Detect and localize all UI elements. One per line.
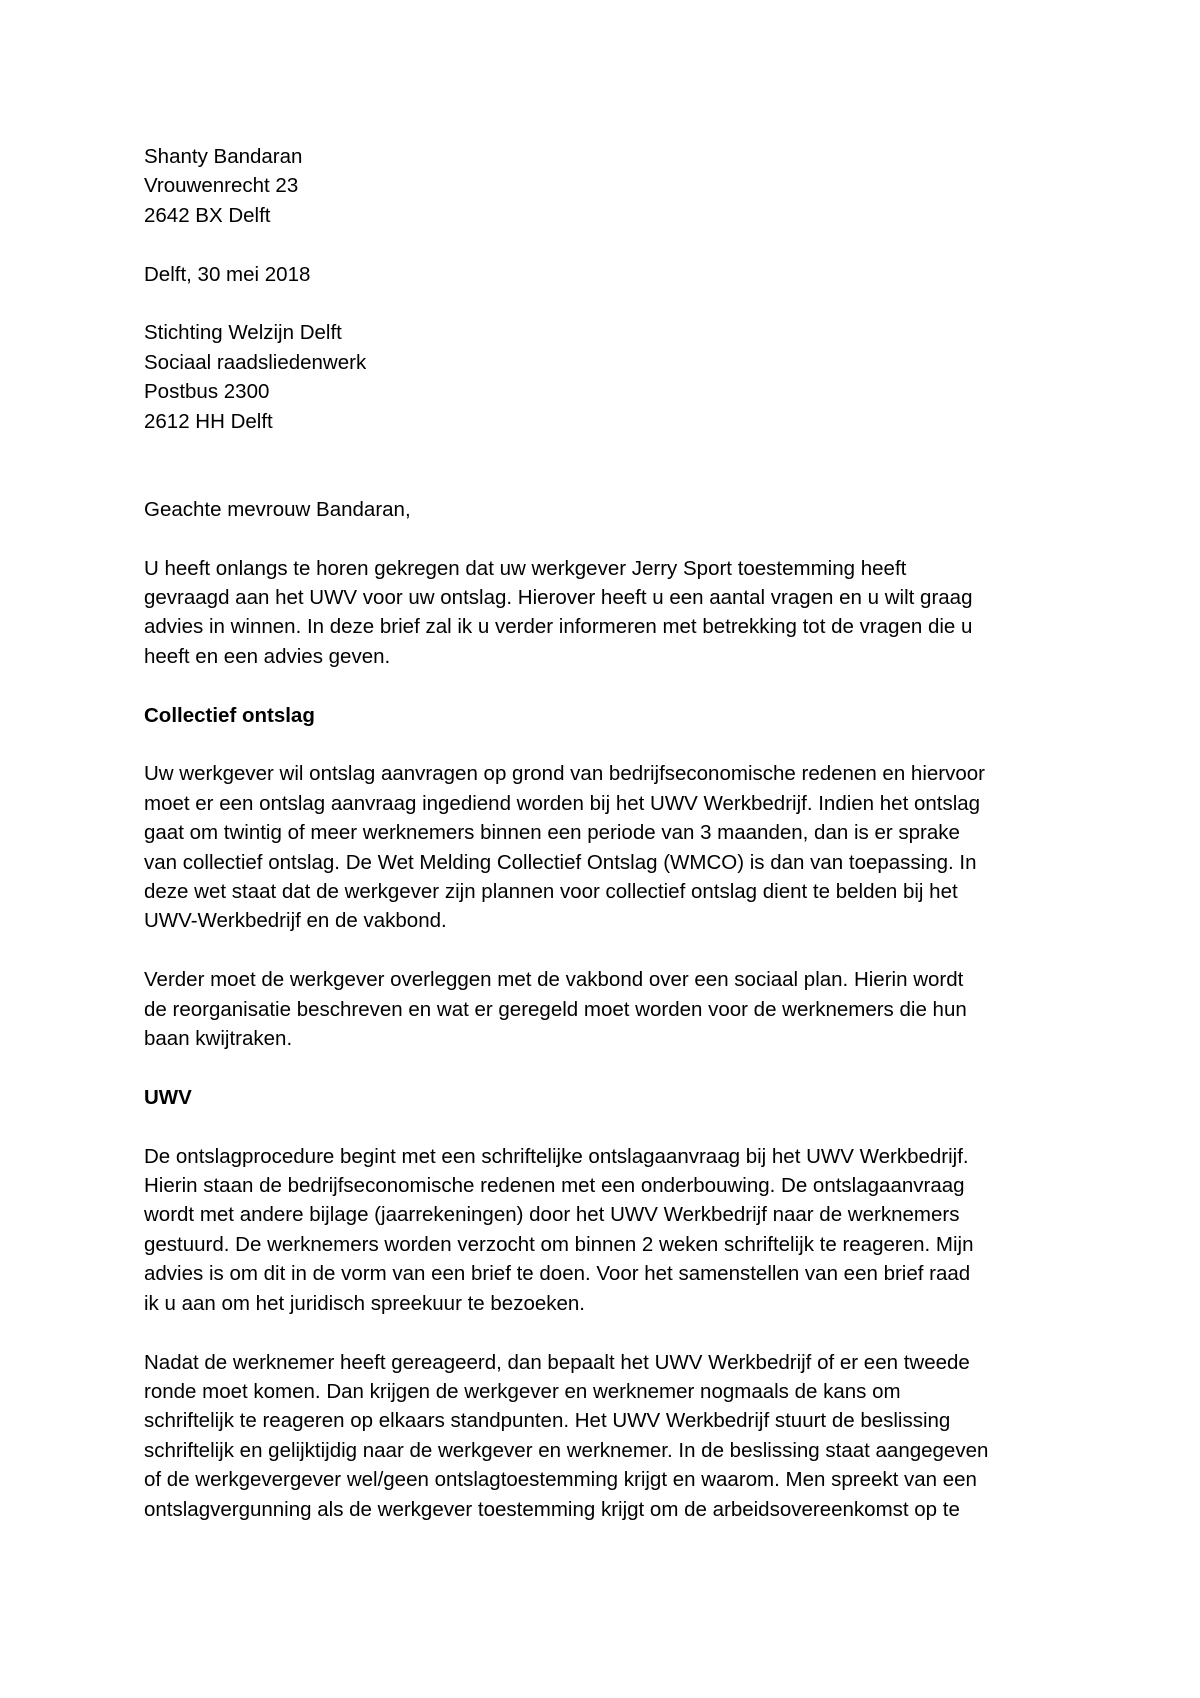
section-heading: UWV (144, 1085, 192, 1109)
paragraph-line: baan kwijtraken. (144, 1027, 293, 1051)
paragraph-line: Nadat de werknemer heeft gereageerd, dan bepaalt het UWV Werkbedrijf of er een tweede (144, 1350, 970, 1374)
intro-paragraph (144, 554, 1064, 672)
paragraph-line: schriftelijk te reageren op elkaars standpunten. Het UWV Werkbedrijf stuurt de beslissing (144, 1409, 951, 1433)
section-paragraph (144, 759, 1064, 935)
paragraph-line: ronde moet komen. Dan krijgen de werkgever en werknemer nogmaals de kans om (144, 1379, 901, 1403)
paragraph-line: advies in winnen. In deze brief zal ik u verder informeren met betrekking tot de vragen die u (144, 615, 973, 639)
recipient-department: Sociaal raadsliedenwerk (144, 350, 367, 374)
spacer (144, 936, 1064, 965)
spacer (144, 289, 1064, 318)
sender-name: Shanty Bandaran (144, 145, 303, 168)
spacer (144, 436, 1064, 495)
spacer (144, 1318, 1064, 1347)
letter-body (144, 142, 1064, 1524)
paragraph-line: moet er een ontslag aanvraag ingediend worden bij het UWV Werkbedrijf. Indien het ontslag (144, 791, 981, 815)
sender-street: Vrouwenrecht 23 (144, 174, 299, 198)
spacer (144, 1053, 1064, 1082)
spacer (144, 730, 1064, 759)
paragraph-line: schriftelijk en gelijktijdig naar de werkgever en werknemer. In de beslissing staat aangegeven (144, 1438, 989, 1462)
paragraph-line: Hierin staan de bedrijfseconomische redenen met een onderbouwing. De ontslagaanvraag (144, 1174, 965, 1198)
sender-postal-city: 2642 BX Delft (144, 203, 271, 227)
paragraph-line: Verder moet de werkgever overleggen met de vakbond over een sociaal plan. Hierin wordt (144, 968, 964, 992)
paragraph-line: gevraagd aan het UWV voor uw ontslag. Hierover heeft u een aantal vragen en u wilt graag (144, 586, 973, 610)
paragraph-line: de reorganisatie beschreven en wat er geregeld moet worden voor de werknemers die hun (144, 997, 967, 1021)
recipient-po-box: Postbus 2300 (144, 380, 270, 404)
paragraph-line: advies is om dit in de vorm van een brief te doen. Voor het samenstellen van een brief raad (144, 1262, 971, 1286)
section-paragraph (144, 1348, 1064, 1524)
paragraph-line: ik u aan om het juridisch spreekuur te bezoeken. (144, 1291, 586, 1315)
recipient-organisation: Stichting Welzijn Delft (144, 321, 342, 345)
paragraph-line: ontslagvergunning als de werkgever toestemming krijgt om de arbeidsovereenkomst op te (144, 1497, 960, 1521)
place-date (144, 260, 1064, 289)
section-paragraph (144, 1142, 1064, 1318)
spacer (144, 671, 1064, 700)
paragraph-line: gaat om twintig of meer werknemers binnen een periode van 3 maanden, dan is er sprake (144, 821, 960, 845)
section-uwv (144, 1083, 1064, 1524)
paragraph-line: U heeft onlangs te horen gekregen dat uw werkgever Jerry Sport toestemming heeft (144, 556, 907, 580)
paragraph-line: wordt met andere bijlage (jaarrekeningen) door het UWV Werkbedrijf naar de werknemers (144, 1203, 960, 1227)
paragraph-line: van collectief ontslag. De Wet Melding Collectief Ontslag (WMCO) is dan van toepassing. In (144, 850, 977, 874)
recipient-address (144, 318, 1064, 436)
paragraph-line: UWV-Werkbedrijf en de vakbond. (144, 909, 447, 933)
section-heading: Collectief ontslag (144, 703, 315, 727)
paragraph-line: of de werkgevergever wel/geen ontslagtoestemming krijgt en waarom. Men spreekt van een (144, 1468, 977, 1492)
paragraph-line: Uw werkgever wil ontslag aanvragen op grond van bedrijfseconomische redenen en hiervoor (144, 762, 985, 786)
salutation (144, 495, 1064, 524)
paragraph-line: heeft en een advies geven. (144, 644, 391, 668)
salutation-text: Geachte mevrouw Bandaran, (144, 497, 411, 521)
recipient-postal-city: 2612 HH Delft (144, 409, 273, 433)
section-collectief-ontslag (144, 701, 1064, 1054)
section-paragraph (144, 965, 1064, 1053)
paragraph-line: De ontslagprocedure begint met een schriftelijke ontslagaanvraag bij het UWV Werkbedrijf. (144, 1144, 969, 1168)
spacer (144, 1112, 1064, 1141)
paragraph-line: deze wet staat dat de werkgever zijn plannen voor collectief ontslag dient te belden bij het (144, 880, 958, 904)
spacer (144, 230, 1064, 259)
place-date-text: Delft, 30 mei 2018 (144, 262, 311, 286)
sender-address (144, 142, 1064, 230)
spacer (144, 524, 1064, 553)
paragraph-line: gestuurd. De werknemers worden verzocht om binnen 2 weken schriftelijk te reageren. Mijn (144, 1232, 974, 1256)
